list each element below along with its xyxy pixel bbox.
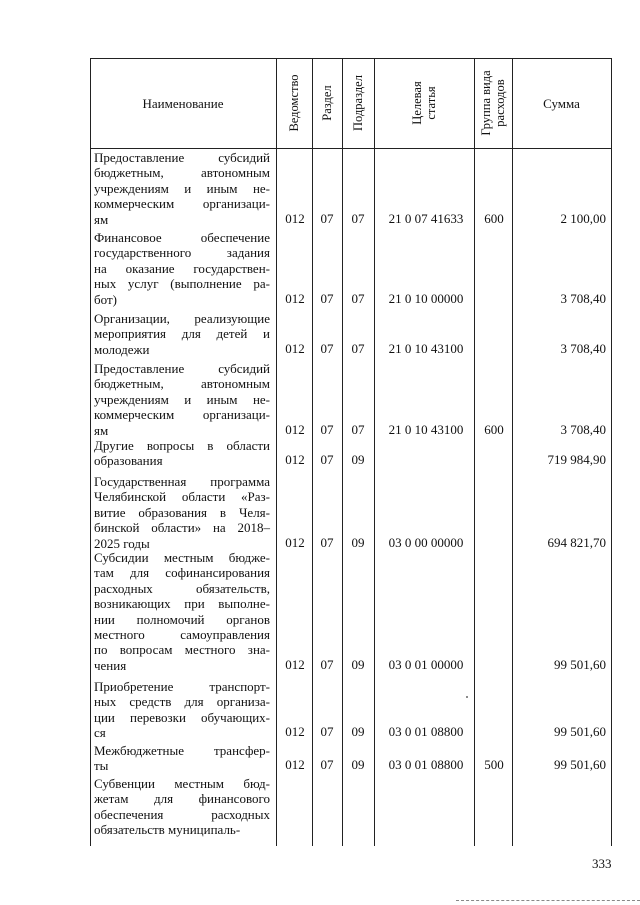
header-vedomstvo: Ведомство <box>287 74 301 132</box>
row-name-line: Государственная программа <box>94 474 270 489</box>
row-celevaya-statya: 21 0 10 43100 <box>388 421 464 437</box>
row-name-line: возникающих при выполне- <box>94 596 270 612</box>
row-razdel: 07 <box>320 210 334 226</box>
row-name-line: Предоставление субсидий <box>94 361 270 376</box>
row-name-line: там для софинансирования <box>94 565 270 581</box>
row-celevaya-statya: 21 0 07 41633 <box>388 210 464 226</box>
row-celevaya-statya: 03 0 01 08800 <box>388 757 464 773</box>
row-name-line: ся <box>94 725 106 741</box>
row-vedomstvo: 012 <box>285 656 305 672</box>
row-name-line: бинской области» на 2018– <box>94 520 270 536</box>
page-number: 333 <box>592 856 612 871</box>
row-celevaya-statya: 21 0 10 43100 <box>388 340 464 356</box>
row-summa: 694 821,70 <box>547 534 606 550</box>
row-name-line: коммерческим организаци- <box>94 407 270 423</box>
row-name-line: обязательств муниципаль- <box>94 822 241 838</box>
row-name <box>94 438 270 469</box>
footer-scan-line <box>456 900 640 902</box>
column-divider-right-edge <box>611 58 612 846</box>
row-name-line: коммерческим организаци- <box>94 196 270 212</box>
row-name-line: ных услуг (выполнение ра- <box>94 276 270 292</box>
column-divider-name <box>276 58 277 846</box>
column-divider-vedomstvo <box>312 58 313 846</box>
row-name <box>94 361 270 438</box>
row-name-line: Субсидии местным бюдже- <box>94 550 270 565</box>
header-celevaya: Целевая статья <box>410 81 438 125</box>
row-podrazdel: 09 <box>351 534 365 550</box>
row-name-line: местного самоуправления <box>94 627 270 643</box>
row-name-line: молодежи <box>94 341 150 357</box>
row-name <box>94 150 270 227</box>
row-name-line: витие образования в Челя- <box>94 504 270 520</box>
row-name <box>94 474 270 551</box>
row-name-line: Межбюджетные трансфер- <box>94 743 270 758</box>
row-name <box>94 550 270 673</box>
row-summa: 99 501,60 <box>554 724 606 740</box>
row-gruppa-rashodov: 600 <box>484 421 504 437</box>
row-name-line: Предоставление субсидий <box>94 150 270 165</box>
header-gruppa: Группа вида расходов <box>479 70 507 136</box>
row-name-line: Финансовое обеспечение <box>94 230 270 245</box>
row-name-line: жетам для финансового <box>94 791 270 807</box>
row-summa: 99 501,60 <box>554 656 606 672</box>
row-razdel: 07 <box>320 534 334 550</box>
row-celevaya-statya: 03 0 00 00000 <box>388 534 464 550</box>
header-podrazdel: Подраздел <box>351 75 365 131</box>
row-vedomstvo: 012 <box>285 290 305 306</box>
row-razdel: 07 <box>320 757 334 773</box>
row-podrazdel: 09 <box>351 724 365 740</box>
column-divider-podrazdel <box>374 58 375 846</box>
row-name-line: ям <box>94 422 109 438</box>
row-podrazdel: 07 <box>351 340 365 356</box>
row-name <box>94 743 270 774</box>
row-celevaya-statya: 03 0 01 08800 <box>388 724 464 740</box>
row-name <box>94 311 270 357</box>
row-celevaya-statya: 21 0 10 00000 <box>388 290 464 306</box>
row-name-line: Приобретение транспорт- <box>94 679 270 694</box>
row-name-line: ции перевозки обучающих- <box>94 709 270 725</box>
row-name <box>94 679 270 741</box>
row-gruppa-rashodov: 600 <box>484 210 504 226</box>
row-name-line: 2025 годы <box>94 535 150 551</box>
row-podrazdel: 07 <box>351 210 365 226</box>
row-name-line: по вопросам местного зна- <box>94 642 270 658</box>
row-vedomstvo: 012 <box>285 210 305 226</box>
table-top-border <box>90 58 612 59</box>
row-name-line: бот) <box>94 291 117 307</box>
row-podrazdel: 07 <box>351 421 365 437</box>
column-divider-left-edge <box>90 58 91 846</box>
row-summa: 2 100,00 <box>560 210 606 226</box>
row-name-line: нии полномочий органов <box>94 611 270 627</box>
row-vedomstvo: 012 <box>285 534 305 550</box>
row-name-line: бюджетным, автономным <box>94 165 270 181</box>
row-vedomstvo: 012 <box>285 340 305 356</box>
row-name-line: расходных обязательств, <box>94 580 270 596</box>
row-podrazdel: 09 <box>351 757 365 773</box>
row-name-line: мероприятия для детей и <box>94 326 270 342</box>
row-name-line: образования <box>94 453 163 469</box>
row-name-line: Челябинской области «Раз- <box>94 489 270 505</box>
row-vedomstvo: 012 <box>285 452 305 468</box>
row-gruppa-rashodov: 500 <box>484 757 504 773</box>
row-name-line: обеспечения расходных <box>94 806 270 822</box>
row-podrazdel: 09 <box>351 656 365 672</box>
row-name-line: ям <box>94 211 109 227</box>
row-name-line: учреждениям и иным не- <box>94 391 270 407</box>
row-name-line: Субвенции местным бюд- <box>94 776 270 791</box>
row-summa: 3 708,40 <box>560 421 606 437</box>
row-name <box>94 776 270 838</box>
header-razdel: Раздел <box>320 85 334 121</box>
column-divider-razdel <box>342 58 343 846</box>
row-vedomstvo: 012 <box>285 757 305 773</box>
table-header-bottom-border <box>90 148 612 149</box>
row-name-line: учреждениям и иным не- <box>94 180 270 196</box>
column-divider-gruppa <box>512 58 513 846</box>
row-podrazdel: 07 <box>351 290 365 306</box>
row-razdel: 07 <box>320 452 334 468</box>
row-podrazdel: 09 <box>351 452 365 468</box>
row-summa: 3 708,40 <box>560 290 606 306</box>
row-summa: 3 708,40 <box>560 340 606 356</box>
header-name: Наименование <box>142 96 224 111</box>
row-name-line: чения <box>94 657 127 673</box>
row-celevaya-statya: 03 0 01 00000 <box>388 656 464 672</box>
row-name-line: ты <box>94 758 109 774</box>
row-name-line: Другие вопросы в области <box>94 438 270 453</box>
row-summa: 99 501,60 <box>554 757 606 773</box>
row-vedomstvo: 012 <box>285 421 305 437</box>
row-name-line: Организации, реализующие <box>94 311 270 326</box>
row-razdel: 07 <box>320 340 334 356</box>
row-name-line: ных средств для организа- <box>94 694 270 710</box>
row-summa: 719 984,90 <box>547 452 606 468</box>
row-name <box>94 230 270 307</box>
row-razdel: 07 <box>320 656 334 672</box>
row-razdel: 07 <box>320 421 334 437</box>
scan-speck <box>466 696 468 698</box>
row-name-line: бюджетным, автономным <box>94 376 270 392</box>
row-razdel: 07 <box>320 290 334 306</box>
header-summa: Сумма <box>543 96 580 111</box>
row-razdel: 07 <box>320 724 334 740</box>
row-vedomstvo: 012 <box>285 724 305 740</box>
row-name-line: государственного задания <box>94 245 270 261</box>
row-name-line: на оказание государствен- <box>94 260 270 276</box>
